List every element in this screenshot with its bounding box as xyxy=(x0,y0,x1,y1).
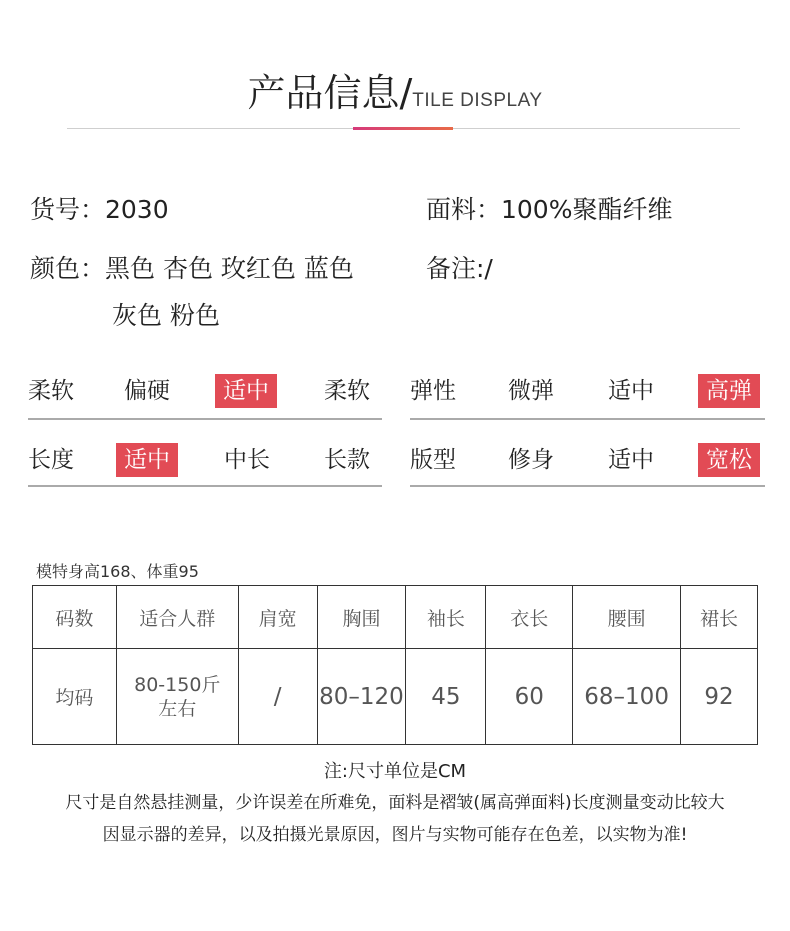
table-cell-chest: 80–120 xyxy=(317,649,406,745)
attr-softness-option-selected: 适中 xyxy=(215,374,277,408)
attr-softness-label: 柔软 xyxy=(28,378,74,404)
attr-fit-label: 版型 xyxy=(410,447,456,473)
attr-fit xyxy=(402,443,766,485)
table-header-cell: 裙长 xyxy=(681,586,758,649)
table-cell-shoulder: / xyxy=(238,649,317,745)
attr-length xyxy=(20,443,382,485)
table-cell-length: 60 xyxy=(486,649,573,745)
disclaimer-line-1: 尺寸是自然悬挂测量，少许误差在所难免，面料是褶皱(属高弹面料)长度测量变动比较大 xyxy=(65,793,725,813)
model-note: 模特身高168、体重95 xyxy=(36,562,199,581)
table-header-cell: 衣长 xyxy=(486,586,573,649)
disclaimer-line-2: 因显示器的差异，以及拍摄光景原因，图片与实物可能存在色差，以实物为准! xyxy=(102,825,688,845)
table-cell-size: 均码 xyxy=(33,649,117,745)
title-divider-accent xyxy=(353,127,453,130)
table-header-cell: 码数 xyxy=(33,586,117,649)
title-slash: / xyxy=(399,71,413,115)
attr-elasticity-option: 微弹 xyxy=(508,378,554,404)
title-chinese: 产品信息 xyxy=(247,71,400,115)
table-header-cell: 胸围 xyxy=(317,586,406,649)
title-english: TILE DISPLAY xyxy=(412,90,543,111)
table-cell-skirt: 92 xyxy=(681,649,758,745)
attr-fit-option: 适中 xyxy=(608,447,654,473)
attr-softness-option: 偏硬 xyxy=(124,378,170,404)
attr-divider xyxy=(28,485,382,487)
attr-softness-option: 柔软 xyxy=(324,378,370,404)
attr-length-label: 长度 xyxy=(28,447,74,473)
table-header-cell: 肩宽 xyxy=(238,586,317,649)
remark-info: 备注:/ xyxy=(426,254,493,283)
table-header-cell: 袖长 xyxy=(406,586,486,649)
attr-softness xyxy=(20,374,382,416)
attr-elasticity-option-selected: 高弹 xyxy=(698,374,760,408)
attr-elasticity-label: 弹性 xyxy=(410,378,456,404)
table-cell-fit xyxy=(116,649,238,745)
table-header-cell: 适合人群 xyxy=(116,586,238,649)
table-cell-fit-line2: 左右 xyxy=(158,697,197,720)
attr-length-option: 长款 xyxy=(324,447,370,473)
page-title xyxy=(0,62,790,117)
attr-length-option: 中长 xyxy=(224,447,270,473)
table-row xyxy=(33,649,758,745)
item-number: 货号：2030 xyxy=(30,195,169,224)
fabric-info: 面料：100%聚酯纤维 xyxy=(426,195,673,224)
color-info-continued: 灰色 粉色 xyxy=(112,301,220,330)
attr-divider xyxy=(28,418,382,420)
attr-fit-option: 修身 xyxy=(508,447,554,473)
table-header-cell: 腰围 xyxy=(573,586,681,649)
unit-note: 注:尺寸单位是CM xyxy=(323,761,467,782)
table-cell-sleeve: 45 xyxy=(406,649,486,745)
attr-divider xyxy=(410,418,765,420)
table-header-row xyxy=(33,586,758,649)
attr-elasticity-option: 适中 xyxy=(608,378,654,404)
attr-length-option-selected: 适中 xyxy=(116,443,178,477)
size-table xyxy=(32,585,758,745)
attr-fit-option-selected: 宽松 xyxy=(698,443,760,477)
color-info: 颜色：黑色 杏色 玫红色 蓝色 xyxy=(30,254,354,283)
table-cell-waist: 68–100 xyxy=(573,649,681,745)
attr-divider xyxy=(410,485,765,487)
attr-elasticity xyxy=(402,374,766,416)
table-cell-fit-line1: 80-150斤 xyxy=(134,673,221,696)
